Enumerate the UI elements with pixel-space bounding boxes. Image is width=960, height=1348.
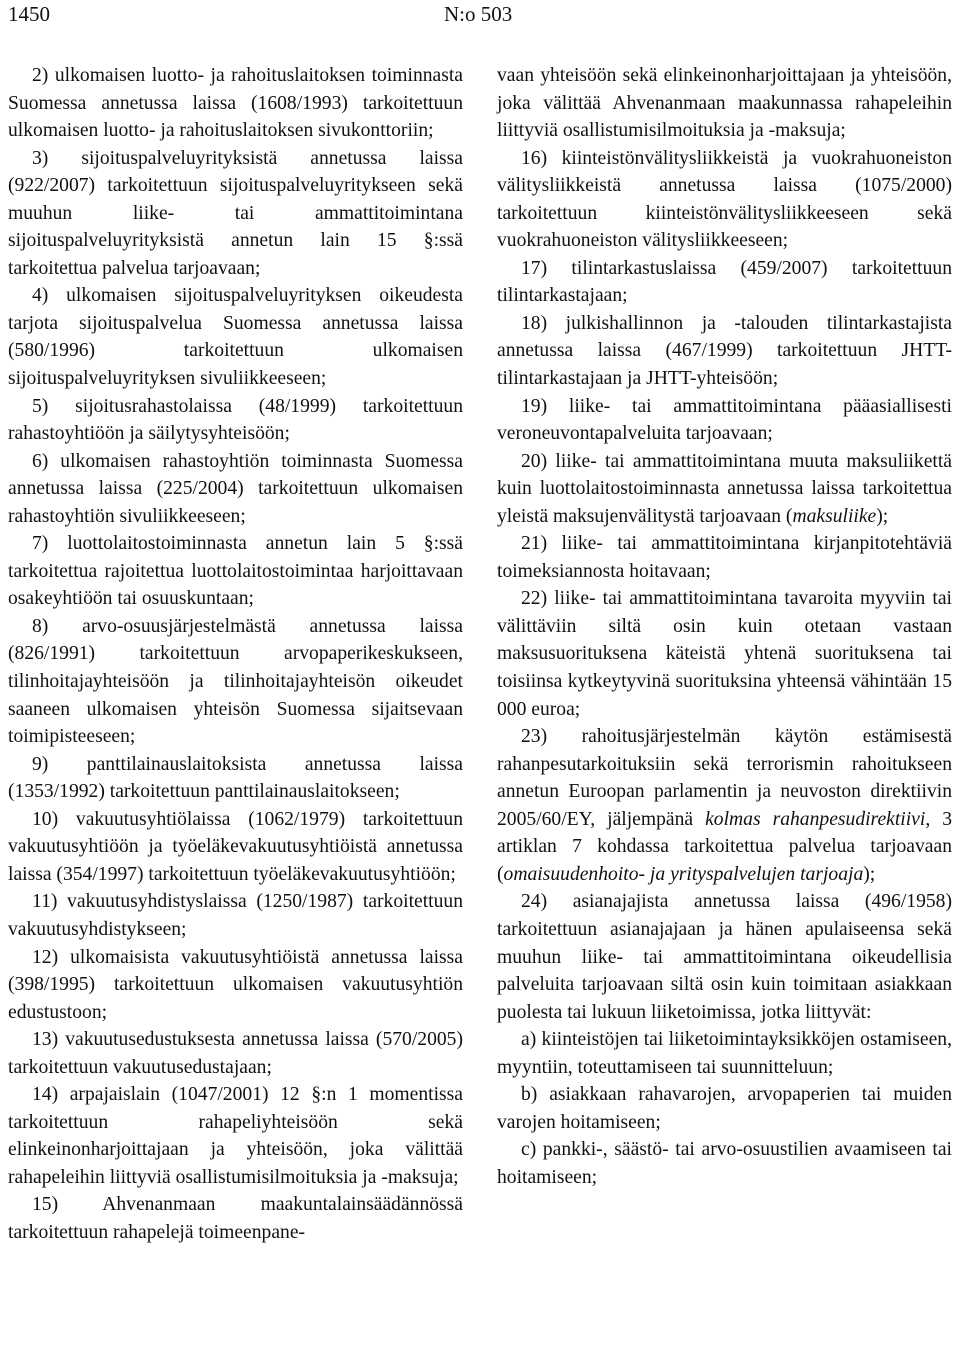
paragraph-item-24: 24) asianajajista annetussa laissa (496/1958) tarkoitettuun asianajajaan ja hänen apulaiseensa sekä muuhun liike- tai ammattitoimintana oikeudellisia palveluita tarjoavaan siltä osin kuin toimitaan asiakkaan puolesta tai lukuun liiketoimissa, jotka liittyvät: [497, 891, 952, 1023]
right-column [497, 62, 952, 1191]
paragraph-item-15: 15) Ahvenanmaan maakuntalainsäädännössä tarkoitettuun rahapelejä toimeenpane- [8, 1194, 463, 1243]
paragraph-item-7: 7) luottolaitostoiminnasta annetun lain 5 §:ssä tarkoitettua rajoitettua luottolaitostoimintaa harjoittavaan osakeyhtiöön tai osuuskuntaan; [8, 533, 463, 610]
defined-term-omaisuudenhoito: omaisuudenhoito- ja yrityspalvelujen tarjoaja [503, 863, 864, 885]
paragraph-item-9: 9) panttilainauslaitoksista annetussa laissa (1353/1992) tarkoitettuun panttilainauslaitokseen; [8, 753, 463, 803]
paragraph-item-22: 22) liike- tai ammattitoimintana tavaroita myyviin tai välittäviin siltä osin kuin otetaan vastaan maksusuorituksena käteistä yhtenä suorituksena tai toisiinsa kytkeytyvinä suorituksina yhteensä vähintään 15 000 euroa; [497, 588, 952, 720]
page-header [8, 0, 952, 30]
paragraph-item-2: 2) ulkomaisen luotto- ja rahoituslaitoksen toiminnasta Suomessa annetussa laissa (1608/1993) tarkoitettuun ulkomaisen luotto- ja rahoituslaitoksen sivukonttoriin; [8, 65, 463, 142]
item-20-text: 20) liike- tai ammattitoimintana muuta maksuliikettä kuin luottolaitostoiminnasta annetussa laissa tarkoitettua yleistä maksujenvälitystä tarjoavaan ( [497, 450, 952, 527]
paragraph-item-16: 16) kiinteistönvälitysliikkeistä ja vuokrahuoneiston välitysliikkeistä annetussa laissa (1075/2000) tarkoitettuun kiinteistönvälitysliikkeeseen sekä vuokrahuoneiston välitysliikkeeseen; [497, 147, 952, 252]
paragraph-item-23 [497, 723, 952, 888]
item-20-end: ); [876, 505, 889, 527]
paragraph-item-14: 14) arpajaislain (1047/2001) 12 §:n 1 momentissa tarkoitettuun rahapeliyhteisöön sekä elinkeinonharjoittajaan ja yhteisöön, joka välittää rahapeleihin liittyviä osallistumisilmoituksia ja -maksuja; [8, 1084, 463, 1188]
defined-term-maksuliike: maksuliike [792, 505, 877, 527]
paragraph-item-11: 11) vakuutusyhdistyslaissa (1250/1987) tarkoitettuun vakuutusyhdistykseen; [8, 891, 463, 940]
defined-term-rahanpesudirektiivi: kolmas rahanpesudirektiivi [705, 808, 926, 830]
paragraph-item-13: 13) vakuutusedustuksesta annetussa laissa (570/2005) tarkoitettuun vakuutusedustajaan; [8, 1029, 463, 1078]
paragraph-item-4: 4) ulkomaisen sijoituspalveluyrityksen oikeudesta tarjota sijoituspalvelua Suomessa annetussa laissa (580/1996) tarkoitettuun ulkomaisen sijoituspalveluyrityksen sivuliikkeeseen; [8, 285, 463, 390]
paragraph-item-8: 8) arvo-osuusjärjestelmästä annetussa laissa (826/1991) tarkoitettuun arvopaperikeskukseen, tilinhoitajayhteisöön ja tilinhoitajayhteisön oikeudet saaneen ulkomaisen yhteisön Suomessa sijaitsevaan toimipisteeseen; [8, 615, 463, 748]
item-23-text: 23) rahoitusjärjestelmän käytön estämisestä rahanpesutarkoituksiin sekä terrorismin rahoitukseen annetun Euroopan parlamentin ja neuvoston direktiivin 2005/60/EY, jäljempänä [497, 726, 952, 830]
paragraph-item-24c: c) pankki-, säästö- tai arvo-osuustilien avaamiseen tai hoitamiseen; [497, 1139, 952, 1188]
paragraph-item-15-continued: vaan yhteisöön sekä elinkeinonharjoittajaan ja yhteisöön, joka välittää Ahvenanmaan maakunnassa rahapeleihin liittyviä osallistumisilmoituksia ja -maksuja; [497, 65, 952, 142]
page-number: 1450 [8, 2, 50, 26]
paragraph-item-5: 5) sijoitusrahastolaissa (48/1999) tarkoitettuun rahastoyhtiöön ja säilytysyhteisöön; [8, 395, 463, 445]
paragraph-item-10: 10) vakuutusyhtiölaissa (1062/1979) tarkoitettuun vakuutusyhtiöön ja työeläkevakuutusyhtiöistä annetussa laissa (354/1997) tarkoitettuun työeläkevakuutusyhtiöön; [8, 808, 463, 885]
paragraph-item-12: 12) ulkomaisista vakuutusyhtiöistä annetussa laissa (398/1995) tarkoitettuun ulkomaisen vakuutusyhtiön edustustoon; [8, 946, 463, 1023]
paragraph-item-24a: a) kiinteistöjen tai liiketoimintayksikköjen ostamiseen, myyntiin, toteuttamiseen tai suunnitteluun; [497, 1029, 952, 1078]
paragraph-item-19: 19) liike- tai ammattitoimintana pääasiallisesti veroneuvontapalveluita tarjoavaan; [497, 395, 952, 445]
paragraph-item-24b: b) asiakkaan rahavarojen, arvopaperien tai muiden varojen hoitamiseen; [497, 1084, 952, 1133]
paragraph-item-21: 21) liike- tai ammattitoimintana kirjanpitotehtäviä toimeksiannosta hoitavaan; [497, 533, 952, 582]
paragraph-item-18: 18) julkishallinnon ja -talouden tilintarkastajista annetussa laissa (467/1999) tarkoitettuun JHTT-tilintarkastajaan ja JHTT-yhteisöön; [497, 312, 952, 390]
item-23-end: ); [863, 863, 876, 885]
paragraph-item-17: 17) tilintarkastuslaissa (459/2007) tarkoitettuun tilintarkastajaan; [497, 257, 952, 307]
issue-number: N:o 503 [444, 2, 513, 26]
item-23-middle: , 3 artiklan 7 kohdassa tarkoitettua palvelua tarjoavaan ( [497, 808, 953, 885]
paragraph-item-3: 3) sijoituspalveluyrityksistä annetussa laissa (922/2007) tarkoitettuun sijoituspalveluyritykseen sekä muuhun liike- tai ammattitoimintana sijoituspalveluyrityksistä annetun lain 15 §:ssä tarkoitettua palvelua tarjoavaan; [8, 147, 463, 279]
paragraph-item-6: 6) ulkomaisen rahastoyhtiön toiminnasta Suomessa annetussa laissa (225/2004) tarkoitettuun ulkomaisen rahastoyhtiön sivuliikkeeseen; [8, 450, 463, 527]
left-column [8, 62, 463, 1247]
paragraph-item-20 [497, 448, 952, 531]
